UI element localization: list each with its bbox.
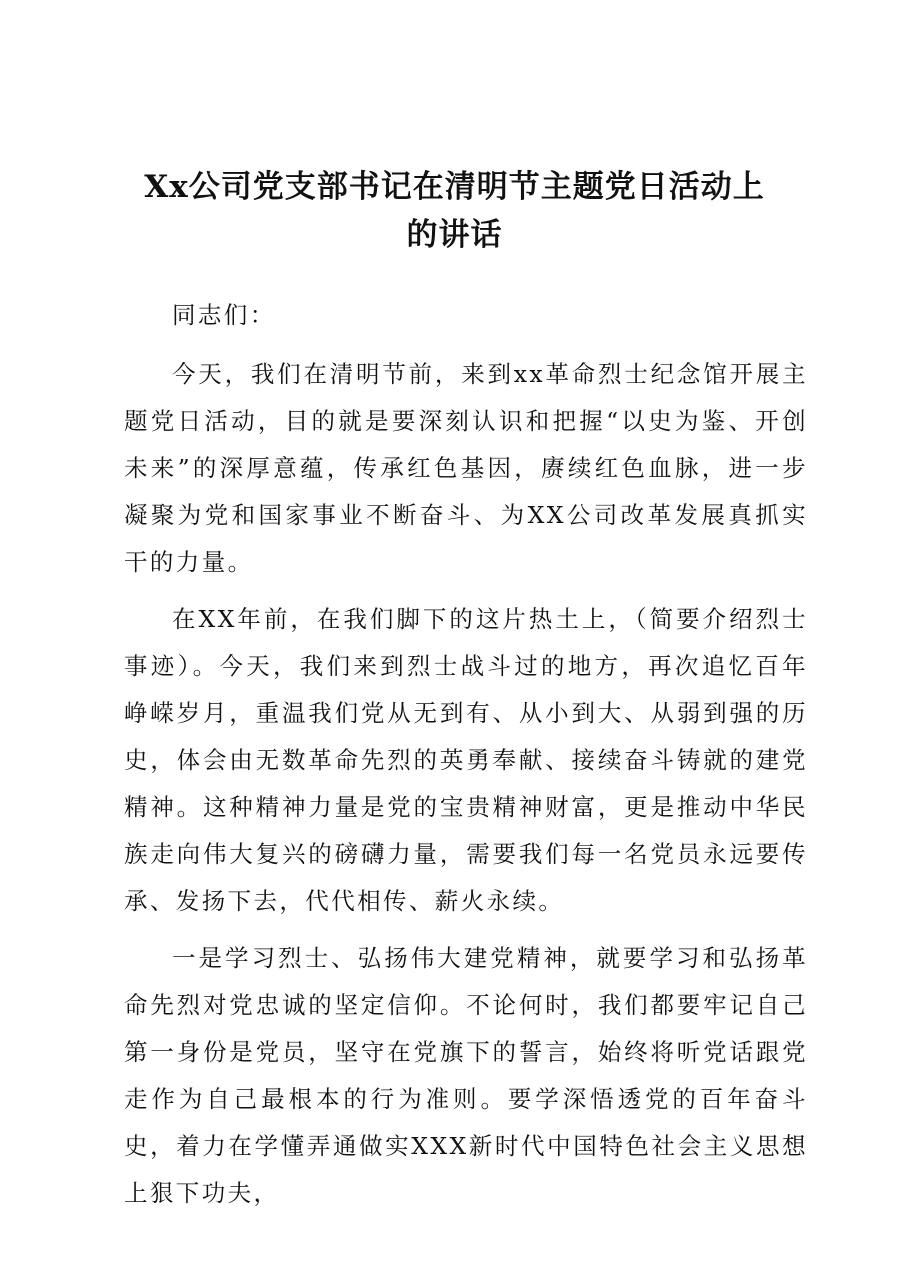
document-body bbox=[124, 292, 808, 1227]
title-line-2: 的讲话 bbox=[406, 217, 503, 253]
paragraph-1: 今天，我们在清明节前，来到xx革命烈士纪念馆开展主题党日活动，目的就是要深刻认识和把握“以史为鉴、开创未来”的深厚意蕴，传承红色基因，赓续红色血脉，进一步凝聚为党和国家事业不断奋斗、为XX公司改革发展真抓实干的力量。 bbox=[124, 360, 808, 576]
paragraph-2: 在XX年前，在我们脚下的这片热土上，（简要介绍烈士事迹）。今天，我们来到烈士战斗过的地方，再次追忆百年峥嵘岁月，重温我们党从无到有、从小到大、从弱到强的历史，体会由无数革命先烈的英勇奉献、接续奋斗铸就的建党精神。这种精神力量是党的宝贵精神财富，更是推动中华民族走向伟大复兴的磅礴力量，需要我们每一名党员永远要传承、发扬下去，代代相传、薪火永续。 bbox=[124, 605, 808, 915]
title-line-1: Xx公司党支部书记在清明节主题党日活动上 bbox=[144, 169, 765, 205]
document-title bbox=[100, 163, 809, 259]
salutation: 同志们： bbox=[172, 301, 276, 329]
paragraph-3: 一是学习烈士、弘扬伟大建党精神，就要学习和弘扬革命先烈对党忠诚的坚定信仰。不论何时，我们都要牢记自己第一身份是党员，坚守在党旗下的誓言，始终将听党话跟党走作为自己最根本的行为准则。要学深悟透党的百年奋斗史，着力在学懂弄通做实XXX新时代中国特色社会主义思想上狠下功夫， bbox=[124, 944, 808, 1207]
